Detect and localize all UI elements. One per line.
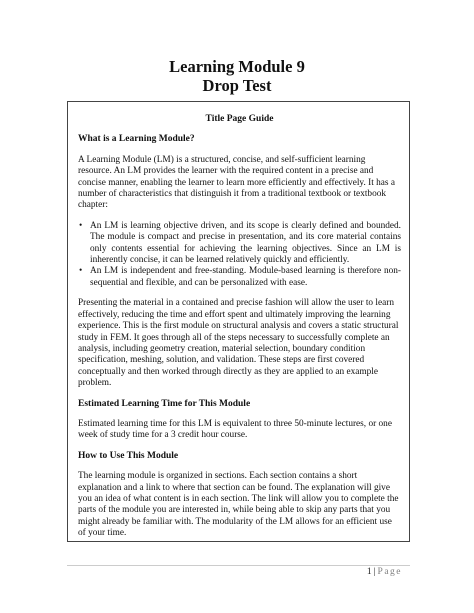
title-page-guide-box	[67, 101, 410, 542]
list-item	[78, 221, 401, 267]
list-item-text: An LM is learning objective driven, and its scope is clearly defined and bounded. The module is compact and precise in presentation, and its core material contains only contents essential for achieving the learning objectives. Since an LM is inherently concise, it can be learned relatively quickly and efficiently.	[90, 220, 401, 266]
section-heading-what-is-lm: What is a Learning Module?	[78, 134, 195, 145]
guide-content	[78, 114, 401, 549]
footer-divider	[67, 565, 410, 566]
section-heading-learning-time: Estimated Learning Time for This Module	[78, 398, 251, 409]
how-to-use-paragraph: The learning module is organized in sections. Each section contains a short explanation and a link to where that section can be found. The explanation will give you an idea of what content is in each section. The link will allow you to complete the parts of the module you are interested in, while being able to skip any parts that you might already be familiar with. The modularity of the LM allows for an efficient use of your time.	[78, 471, 399, 539]
list-item-text: An LM is independent and free-standing. Module-based learning is therefore non-sequential and flexible, and can be personalized with ease.	[90, 266, 401, 288]
list-item	[78, 266, 401, 289]
page-separator: |	[373, 567, 376, 577]
page-number: 1	[366, 567, 372, 577]
page-label: Page	[377, 567, 402, 577]
bullet-icon: •	[79, 266, 83, 277]
bullet-icon: •	[79, 220, 83, 231]
guide-title: Title Page Guide	[205, 114, 274, 124]
learning-time-paragraph: Estimated learning time for this LM is equivalent to three 50-minute lectures, or one week of study time for a 3 credit hour course.	[78, 418, 392, 441]
section-intro-paragraph: A Learning Module (LM) is a structured, concise, and self-sufficient learning resource. An LM provides the learner with the required content in a precise and concise manner, enabling the learner to learn more efficiently and effectively. It has a number of characteristics that distinguish it from a traditional textbook or textbook chapter:	[78, 154, 395, 211]
module-subtitle: Drop Test	[202, 76, 272, 95]
module-title: Learning Module 9	[169, 57, 305, 76]
section-body-paragraph: Presenting the material in a contained and precise fashion will allow the user to learn effectively, reducing the time and effort spent and ultimately improving the learning experience. This is the first module on structural analysis and covers a static structural study in FEM. It goes through all of the steps necessary to successfully complete an analysis, including geometry creation, material selection, boundary condition specification, meshing, solution, and validation. These steps are first covered conceptually and then worked through directly as they are applied to an example problem.	[78, 298, 399, 389]
characteristics-list	[78, 221, 401, 289]
page-footer	[367, 567, 402, 577]
section-heading-how-to-use: How to Use This Module	[78, 450, 179, 461]
